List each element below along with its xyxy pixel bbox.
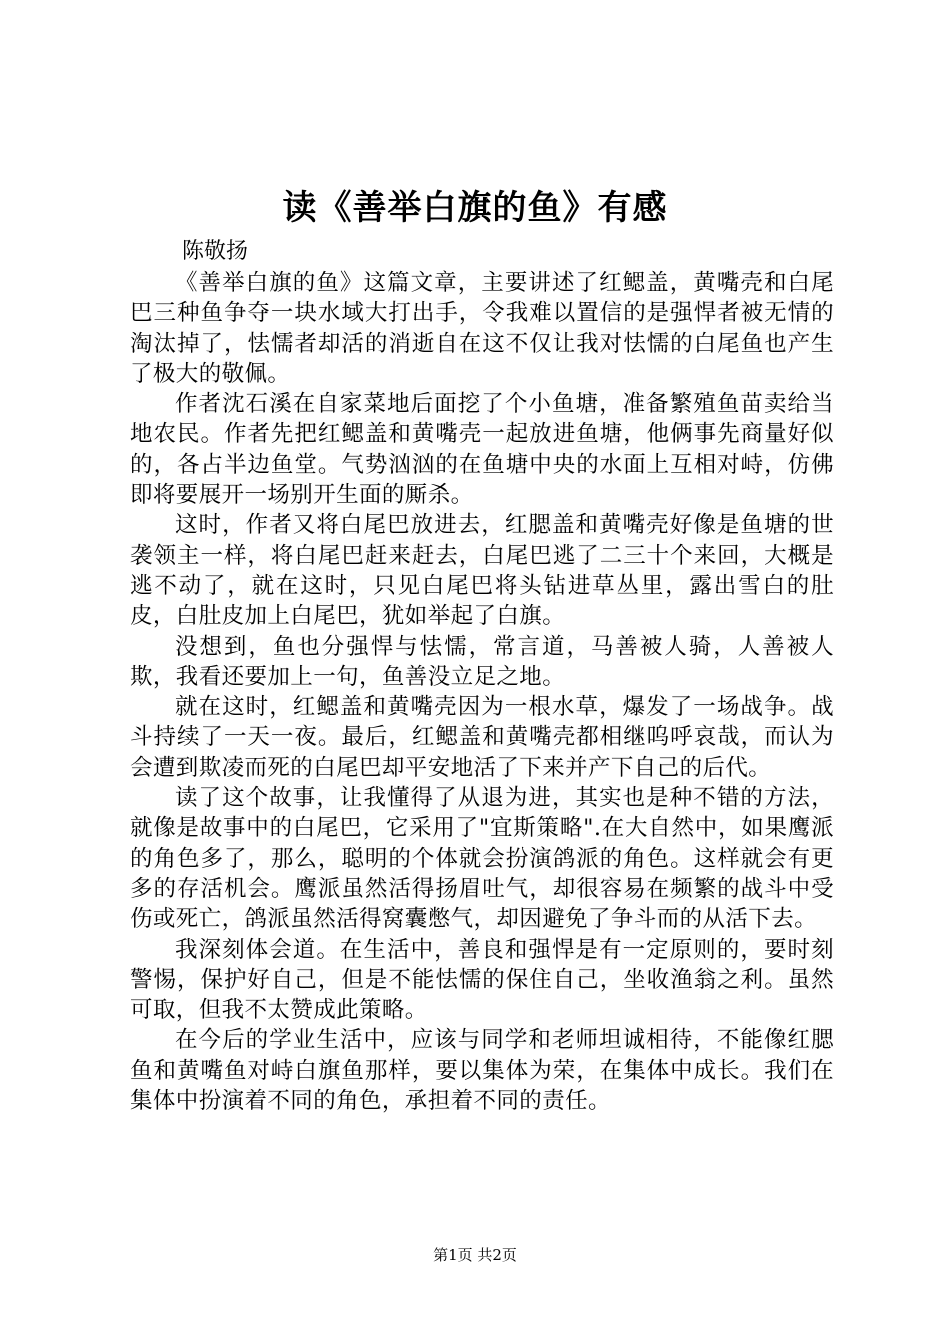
page-footer: 第1页 共2页	[433, 1246, 517, 1264]
document-body	[130, 268, 834, 1116]
author-name: 陈敬扬	[182, 239, 249, 264]
paragraph: 读了这个故事，让我懂得了从退为进，其实也是种不错的方法，就像是故事中的白尾巴，它采用了"宜斯策略".在大自然中，如果鹰派的角色多了，那么，聪明的个体就会扮演鸽派的角色。这样就会有更多的存活机会。鹰派虽然活得扬眉吐气，却很容易在频繁的战斗中受伤或死亡，鸽派虽然活得窝囊憋气，却因避免了争斗而的从活下去。	[130, 785, 834, 933]
paragraph: 就在这时，红鳃盖和黄嘴壳因为一根水草，爆发了一场战争。战斗持续了一天一夜。最后，红鳃盖和黄嘴壳都相继呜呼哀哉，而认为会遭到欺凌而死的白尾巴却平安地活了下来并产下自己的后代。	[130, 694, 834, 781]
paragraph: 《善举白旗的鱼》这篇文章，主要讲述了红鳃盖，黄嘴壳和白尾巴三种鱼争夺一块水域大打出手，令我难以置信的是强悍者被无情的淘汰掉了，怯懦者却活的消逝自在这不仅让我对怯懦的白尾鱼也产生了极大的敬佩。	[130, 270, 834, 387]
paragraph: 这时，作者又将白尾巴放进去，红腮盖和黄嘴壳好像是鱼塘的世袭领主一样，将白尾巴赶来赶去，白尾巴逃了二三十个来回，大概是逃不动了，就在这时，只见白尾巴将头钻进草丛里，露出雪白的肚皮，白肚皮加上白尾巴，犹如举起了白旗。	[130, 512, 834, 630]
paragraph: 作者沈石溪在自家菜地后面挖了个小鱼塘，准备繁殖鱼苗卖给当地农民。作者先把红鳃盖和黄嘴壳一起放进鱼塘，他俩事先商量好似的，各占半边鱼堂。气势汹汹的在鱼塘中央的水面上互相对峙，仿佛即将要展开一场别开生面的厮杀。	[130, 391, 834, 509]
paragraph: 在今后的学业生活中，应该与同学和老师坦诚相待，不能像红腮鱼和黄嘴鱼对峙白旗鱼那样，要以集体为荣，在集体中成长。我们在集体中扮演着不同的角色，承担着不同的责任。	[130, 1027, 834, 1115]
paragraph: 没想到，鱼也分强悍与怯懦，常言道，马善被人骑，人善被人欺，我看还要加上一句，鱼善没立足之地。	[130, 633, 834, 690]
document-title: 读《善举白旗的鱼》有感	[282, 188, 668, 228]
paragraph: 我深刻体会道。在生活中，善良和强悍是有一定原则的，要时刻警惕，保护好自己，但是不能怯懦的保住自己，坐收渔翁之利。虽然可取，但我不太赞成此策略。	[130, 936, 834, 1024]
